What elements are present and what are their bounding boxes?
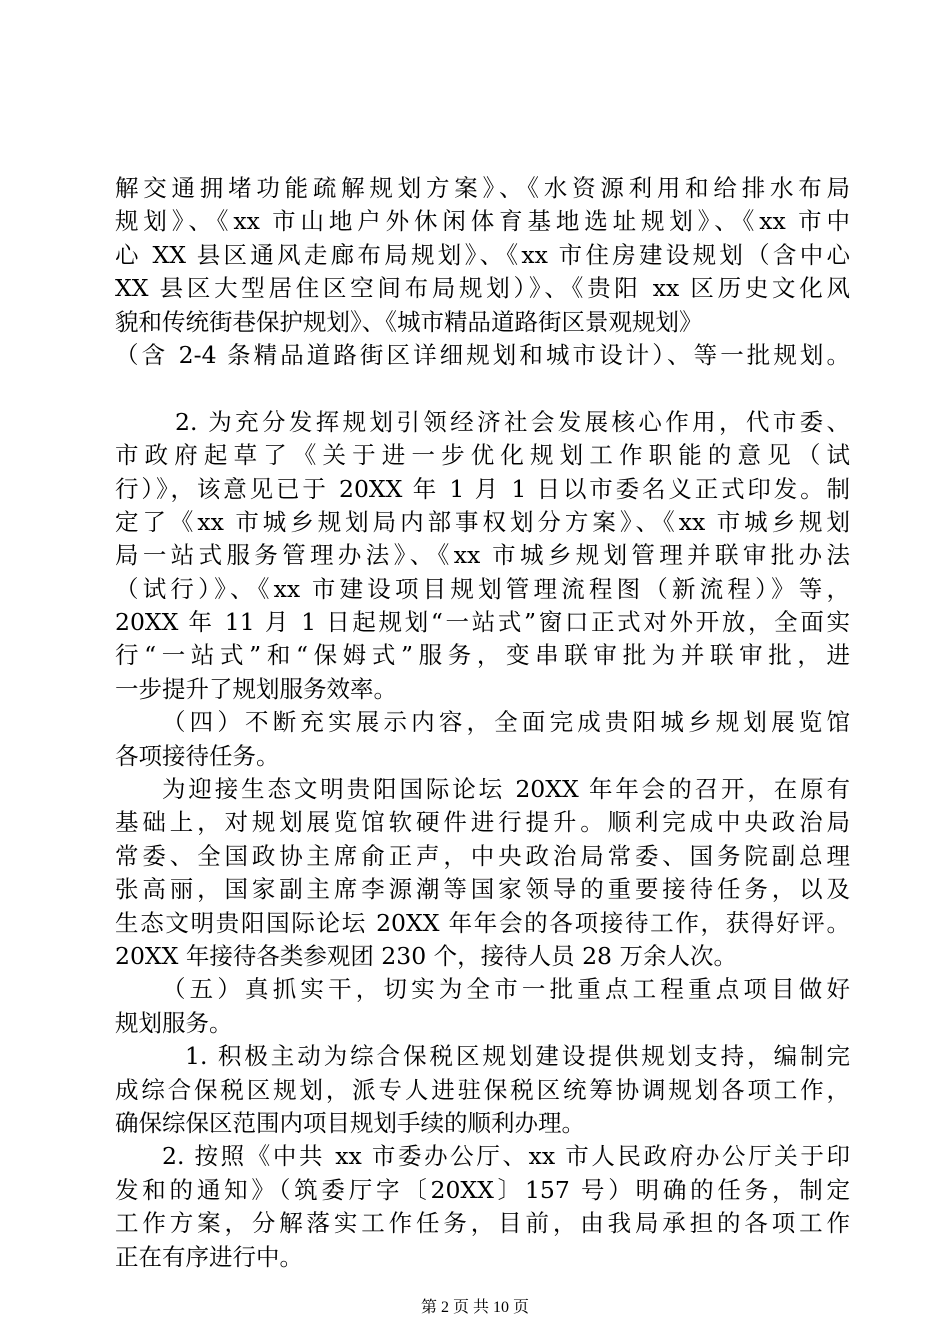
text-line: 工作方案，分解落实工作任务，目前，由我局承担的各项工作 — [115, 1209, 850, 1238]
text-line: 1. 积极主动为综合保税区规划建设提供规划支持，编制完 — [185, 1042, 850, 1071]
text-line: XX 县区大型居住区空间布局规划）》、《贵阳 xx 区历史文化风 — [115, 274, 850, 303]
text-line: 2. 为充分发挥规划引领经济社会发展核心作用，代市委、 — [175, 407, 850, 436]
section-heading: （五）真抓实干，切实为全市一批重点工程重点项目做好 — [162, 975, 850, 1004]
section-heading-continued: 各项接待任务。 — [115, 741, 280, 770]
text-line: 成综合保税区规划，派专人进驻保税区统筹协调规划各项工作， — [115, 1075, 850, 1104]
text-line: 局一站式服务管理办法》、《xx 市城乡规划管理并联审批办法 — [115, 541, 850, 570]
text-line: 生态文明贵阳国际论坛 20XX 年年会的各项接待工作，获得好评。 — [115, 908, 850, 937]
text-line: 解交通拥堵功能疏解规划方案》、《水资源利用和给排水布局 — [115, 174, 850, 202]
paragraph-gap — [115, 372, 850, 405]
text-line: 发和的通知》（筑委厅字〔20XX〕157 号）明确的任务，制定 — [115, 1175, 850, 1204]
text-line: 确保综保区范围内项目规划手续的顺利办理。 — [115, 1108, 585, 1137]
text-line: （试行）》、《xx 市建设项目规划管理流程图（新流程）》等， — [115, 574, 850, 603]
section-heading-continued: 规划服务。 — [115, 1008, 233, 1037]
text-line: 2. 按照《中共 xx 市委办公厅、xx 市人民政府办公厅关于印 — [162, 1142, 850, 1171]
text-line: 20XX 年接待各类参观团 230 个，接待人员 28 万余人次。 — [115, 941, 737, 970]
text-line: 心 XX 县区通风走廊布局规划》、《xx 市住房建设规划（含中心 — [115, 240, 850, 269]
text-line: 张高丽，国家副主席李源潮等国家领导的重要接待任务，以及 — [115, 875, 850, 904]
text-line: 为迎接生态文明贵阳国际论坛 20XX 年年会的召开，在原有 — [162, 775, 850, 804]
text-line: 20XX 年 11 月 1 日起规划“一站式”窗口正式对外开放，全面实 — [115, 608, 850, 637]
section-heading: （四）不断充实展示内容，全面完成贵阳城乡规划展览馆 — [162, 708, 850, 737]
text-line: 常委、全国政协主席俞正声，中央政治局常委、国务院副总理 — [115, 841, 850, 870]
text-line: 貌和传统街巷保护规划》、《城市精品道路街区景观规划》 — [115, 307, 703, 336]
text-line: 一步提升了规划服务效率。 — [115, 674, 397, 703]
text-line: 定了《xx 市城乡规划局内部事权划分方案》、《xx 市城乡规划 — [115, 507, 850, 536]
page-number-footer: 第 2 页 共 10 页 — [420, 1299, 529, 1316]
text-line: 基础上，对规划展览馆软硬件进行提升。顺利完成中央政治局 — [115, 808, 850, 837]
text-line: 正在有序进行中。 — [115, 1242, 303, 1271]
text-line: 行）》，该意见已于 20XX 年 1 月 1 日以市委名义正式印发。制 — [115, 474, 850, 503]
text-line: 市政府起草了《关于进一步优化规划工作职能的意见（试 — [115, 441, 850, 470]
text-line: 行“一站式”和“保姆式”服务，变串联审批为并联审批，进 — [115, 641, 850, 670]
text-line: （含 2-4 条精品道路街区详细规划和城市设计）、等一批规划。 — [115, 340, 850, 369]
text-line: 规划》、《xx 市山地户外休闲体育基地选址规划》、《xx 市中 — [115, 207, 850, 236]
document-body — [115, 172, 850, 1274]
